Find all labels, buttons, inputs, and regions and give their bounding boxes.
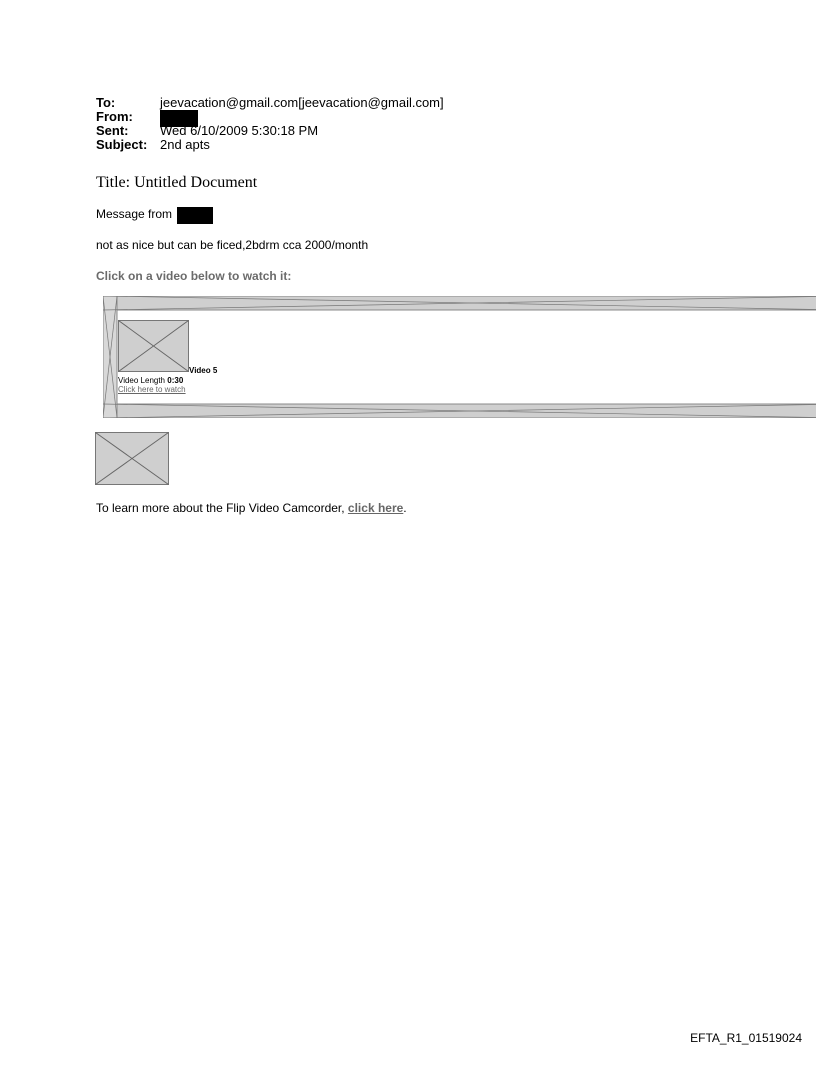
to-label: To: xyxy=(96,95,116,110)
video-length-value: 0:30 xyxy=(167,376,184,385)
document-title: Title: Untitled Document xyxy=(96,174,258,191)
video-length xyxy=(118,376,183,385)
image-placeholder xyxy=(95,432,169,485)
message-from xyxy=(96,207,213,224)
learn-more-text: To learn more about the Flip Video Camcorder, xyxy=(96,501,345,515)
sent-label: Sent: xyxy=(96,123,129,138)
subject-label: Subject: xyxy=(96,137,148,152)
message-from-label: Message from xyxy=(96,207,173,221)
video-thumbnail-placeholder[interactable] xyxy=(118,320,189,372)
click-here-link[interactable]: click here xyxy=(347,501,404,515)
subject-row xyxy=(96,138,444,152)
video-length-label: Video Length xyxy=(118,376,166,385)
sender-redaction xyxy=(177,207,213,224)
sent-value: Wed 6/10/2009 5:30:18 PM xyxy=(160,123,319,138)
sent-row xyxy=(96,124,444,138)
email-header xyxy=(96,96,444,152)
learn-more xyxy=(96,501,407,515)
video-prompt: Click on a video below to watch it: xyxy=(96,269,292,283)
learn-more-tail: . xyxy=(403,501,407,515)
subject-value: 2nd apts xyxy=(160,137,210,152)
to-row xyxy=(96,96,444,110)
watch-video-link[interactable]: Click here to watch xyxy=(118,385,186,394)
video-title: Video 5 xyxy=(189,366,218,375)
message-text: not as nice but can be ficed,2bdrm cca 2000/month xyxy=(96,238,369,252)
document-id: EFTA_R1_01519024 xyxy=(690,1031,802,1045)
from-label: From: xyxy=(96,109,133,124)
to-value: jeevacation@gmail.com[jeevacation@gmail.com] xyxy=(160,95,444,110)
from-row xyxy=(96,110,444,124)
video-frame xyxy=(103,296,816,418)
